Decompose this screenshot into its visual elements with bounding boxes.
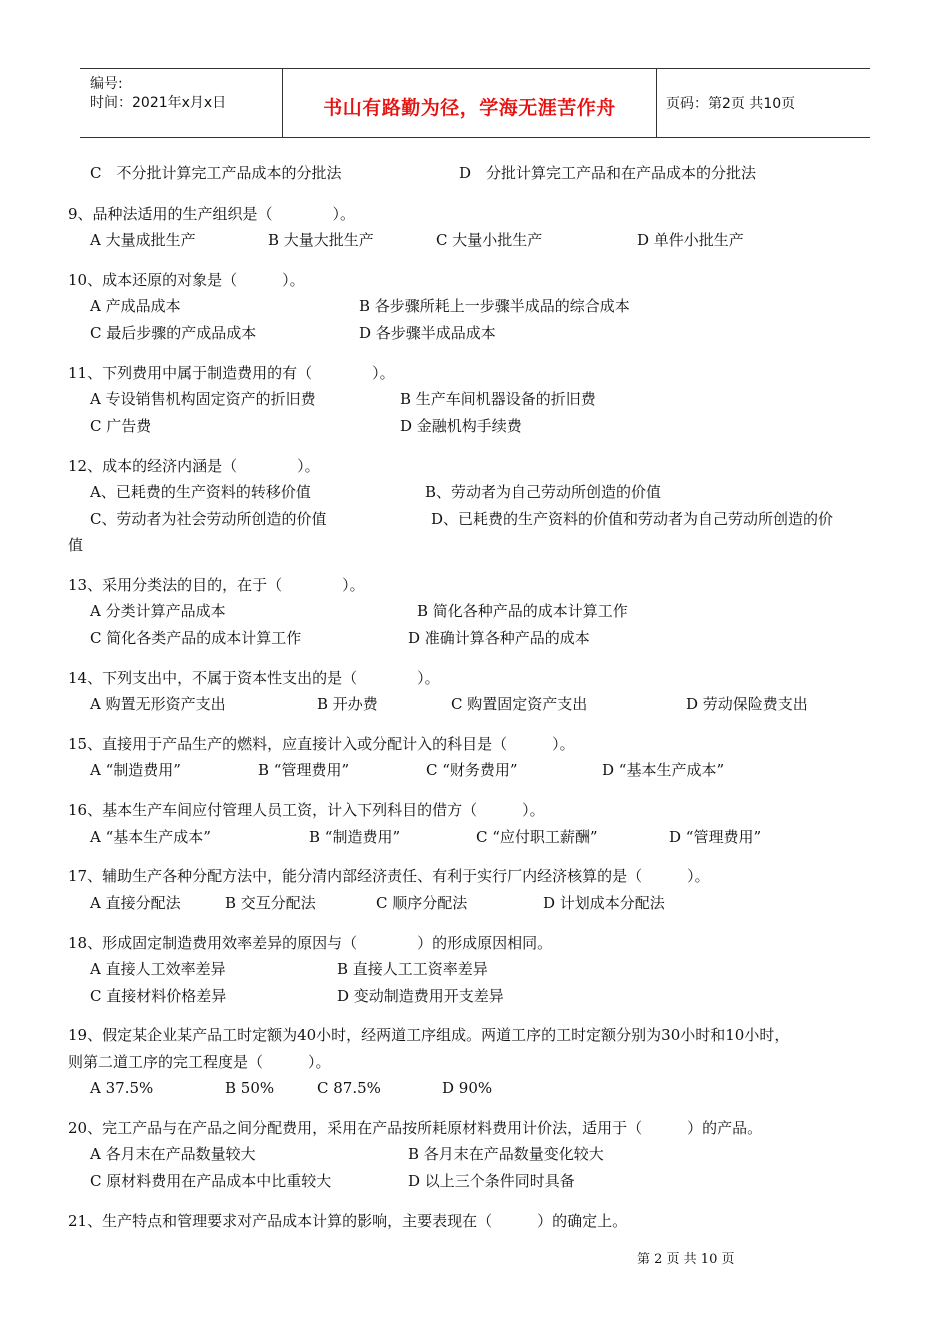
option-d: D 以上三个条件同时具备 bbox=[408, 1172, 575, 1190]
page-footer: 第 2 页 共 10 页 bbox=[637, 1252, 735, 1267]
option-d: D 金融机构手续费 bbox=[400, 417, 522, 435]
option-b: B “制造费用” bbox=[309, 828, 401, 846]
option-a: A 37.5% bbox=[90, 1079, 154, 1097]
option-c: C “财务费用” bbox=[426, 761, 518, 779]
option-c: C 广告费 bbox=[90, 417, 152, 435]
question-15: 15、直接用于产品生产的燃料，应直接计入或分配计入的科目是（ ）。 bbox=[68, 735, 575, 753]
question-13: 13、采用分类法的目的，在于（ ）。 bbox=[68, 576, 365, 594]
option-d: D “管理费用” bbox=[669, 828, 762, 846]
option-a: A 直接分配法 bbox=[90, 894, 181, 912]
option-a: A 产成品成本 bbox=[90, 297, 181, 315]
question-12: 12、成本的经济内涵是（ ）。 bbox=[68, 457, 320, 475]
question-19: 19、假定某企业某产品工时定额为40小时，经两道工序组成。两道工序的工时定额分别为30小时和10小时， bbox=[68, 1026, 790, 1044]
question-11: 11、下列费用中属于制造费用的有（ ）。 bbox=[68, 364, 395, 382]
option-c: C 87.5% bbox=[317, 1079, 381, 1097]
question-14: 14、下列支出中，不属于资本性支出的是（ ）。 bbox=[68, 669, 440, 687]
option-b: B 开办费 bbox=[317, 695, 378, 713]
option-c: C、劳动者为社会劳动所创造的价值 bbox=[90, 510, 327, 528]
question-19-continued: 则第二道工序的完工程度是（ ）。 bbox=[68, 1053, 331, 1071]
option-b: B 各步骤所耗上一步骤半成品的综合成本 bbox=[359, 297, 630, 315]
option-d: D 90% bbox=[442, 1079, 493, 1097]
option-a: A 直接人工效率差异 bbox=[90, 960, 226, 978]
option-d: D 劳动保险费支出 bbox=[686, 695, 808, 713]
option-c: C 不分批计算完工产品成本的分批法 bbox=[90, 164, 342, 182]
number-label: 编号: bbox=[90, 76, 123, 92]
question-9: 9、品种法适用的生产组织是（ ）。 bbox=[68, 205, 356, 223]
option-a: A “制造费用” bbox=[90, 761, 181, 779]
option-c: C “应付职工薪酬” bbox=[476, 828, 598, 846]
option-a: A 购置无形资产支出 bbox=[90, 695, 226, 713]
option-d: D 单件小批生产 bbox=[637, 231, 744, 249]
option-b: B “管理费用” bbox=[258, 761, 350, 779]
header-meta-cell bbox=[80, 69, 283, 137]
option-b: B 交互分配法 bbox=[225, 894, 316, 912]
option-b: B、劳动者为自己劳动所创造的价值 bbox=[425, 483, 662, 501]
option-d: D 准确计算各种产品的成本 bbox=[408, 629, 590, 647]
option-d: D 分批计算完工产品和在产品成本的分批法 bbox=[459, 164, 757, 182]
page-info: 页码：第2页 共10页 bbox=[666, 96, 796, 112]
question-10: 10、成本还原的对象是（ ）。 bbox=[68, 271, 305, 289]
option-a: A 大量成批生产 bbox=[90, 231, 196, 249]
question-20: 20、完工产品与在产品之间分配费用，采用在产品按所耗原材料费用计价法，适用于（ ）的产品。 bbox=[68, 1119, 763, 1137]
option-d: D 变动制造费用开支差异 bbox=[337, 987, 504, 1005]
option-d: D 各步骤半成品成本 bbox=[359, 324, 496, 342]
option-c: C 简化各类产品的成本计算工作 bbox=[90, 629, 302, 647]
option-c: C 原材料费用在产品成本中比重较大 bbox=[90, 1172, 332, 1190]
motto: 书山有路勤为径，学海无涯苦作舟 bbox=[323, 97, 616, 119]
header-motto-cell bbox=[283, 69, 657, 137]
option-a: A “基本生产成本” bbox=[90, 828, 211, 846]
option-a: A 专设销售机构固定资产的折旧费 bbox=[90, 390, 316, 408]
time-label: 时间：2021年x月x日 bbox=[90, 95, 227, 111]
question-17: 17、辅助生产各种分配方法中，能分清内部经济责任、有利于实行厂内经济核算的是（ ）。 bbox=[68, 867, 710, 885]
option-b: B 生产车间机器设备的折旧费 bbox=[400, 390, 596, 408]
page-header bbox=[80, 68, 870, 138]
option-d: D、已耗费的生产资料的价值和劳动者为自己劳动所创造的价 bbox=[431, 510, 834, 528]
question-16: 16、基本生产车间应付管理人员工资，计入下列科目的借方（ ）。 bbox=[68, 801, 545, 819]
option-b: B 各月末在产品数量变化较大 bbox=[408, 1145, 604, 1163]
option-a: A 分类计算产品成本 bbox=[90, 602, 226, 620]
option-a: A、已耗费的生产资料的转移价值 bbox=[90, 483, 311, 501]
option-c: C 购置固定资产支出 bbox=[451, 695, 588, 713]
option-c: C 大量小批生产 bbox=[436, 231, 543, 249]
option-d: D “基本生产成本” bbox=[602, 761, 725, 779]
option-b: B 50% bbox=[225, 1079, 275, 1097]
option-d: D 计划成本分配法 bbox=[543, 894, 665, 912]
option-b: B 简化各种产品的成本计算工作 bbox=[417, 602, 628, 620]
option-b: B 大量大批生产 bbox=[268, 231, 374, 249]
option-b: B 直接人工工资率差异 bbox=[337, 960, 488, 978]
option-c: C 顺序分配法 bbox=[376, 894, 468, 912]
option-c: C 最后步骤的产成品成本 bbox=[90, 324, 257, 342]
option-d-continued: 值 bbox=[68, 536, 84, 554]
question-18: 18、形成固定制造费用效率差异的原因与（ ）的形成原因相同。 bbox=[68, 934, 553, 952]
option-c: C 直接材料价格差异 bbox=[90, 987, 227, 1005]
option-a: A 各月末在产品数量较大 bbox=[90, 1145, 256, 1163]
question-21: 21、生产特点和管理要求对产品成本计算的影响，主要表现在（ ）的确定上。 bbox=[68, 1212, 628, 1230]
